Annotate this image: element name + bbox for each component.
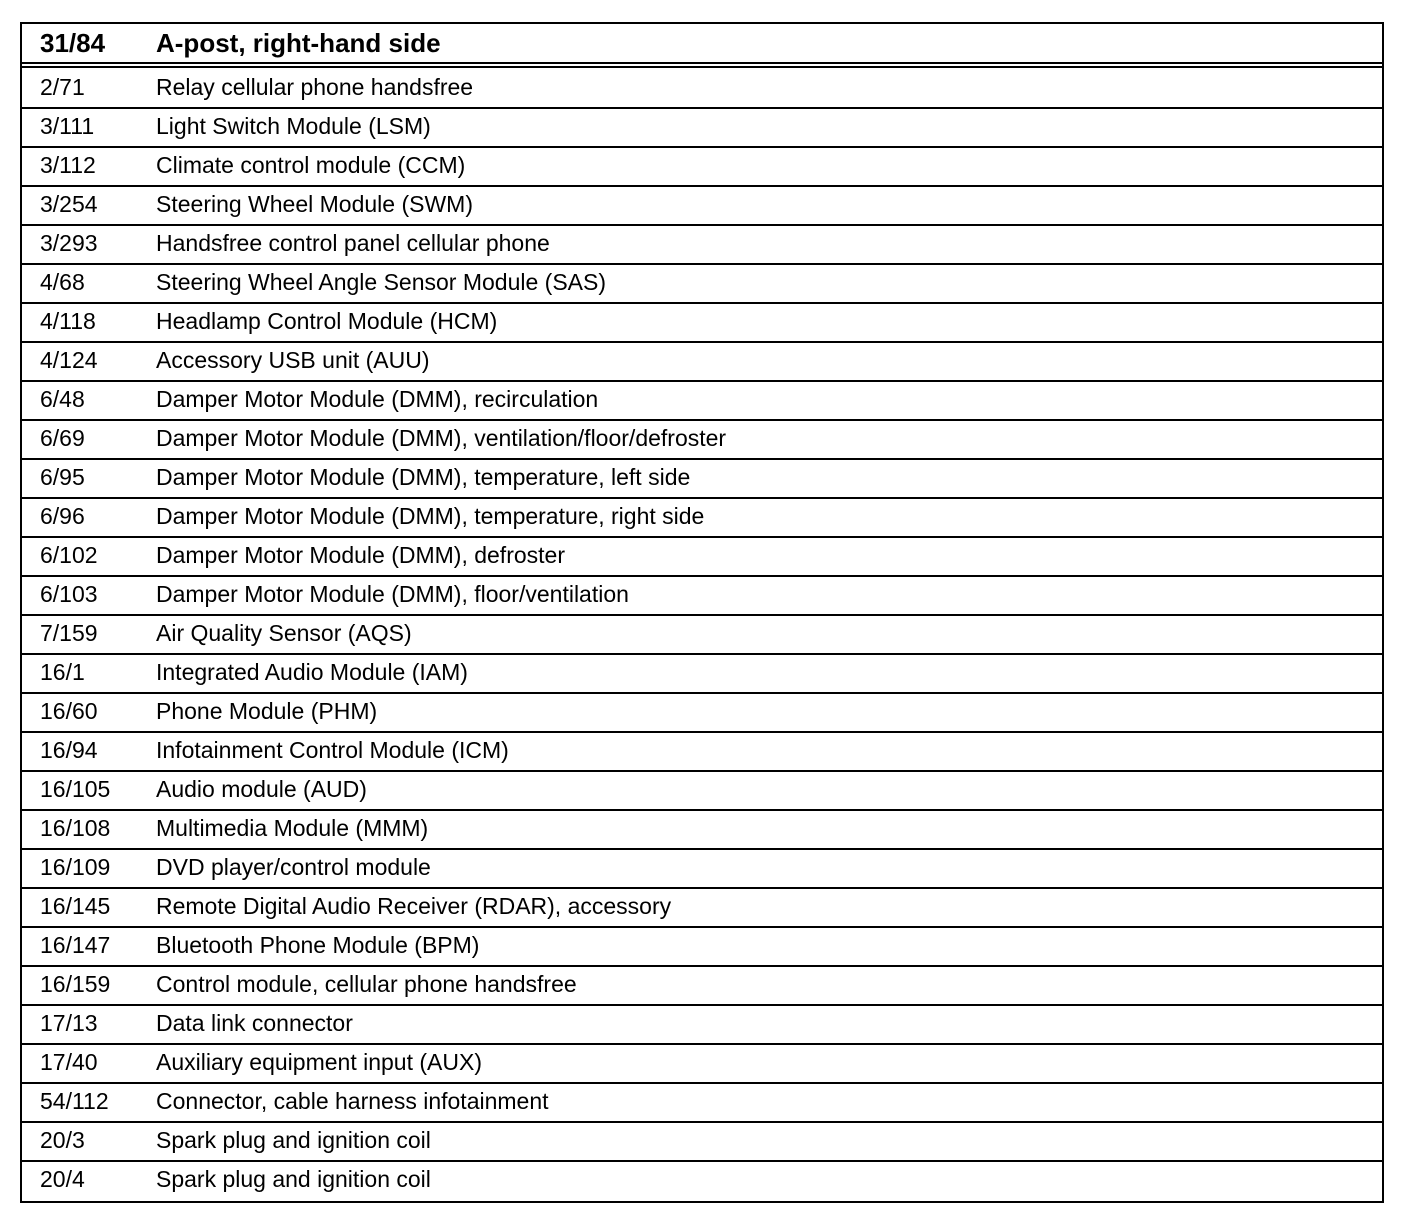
table-row bbox=[22, 226, 1382, 265]
row-code: 6/48 bbox=[40, 386, 85, 412]
row-description: Multimedia Module (MMM) bbox=[156, 815, 429, 841]
row-description: DVD player/control module bbox=[156, 854, 431, 880]
row-description: Handsfree control panel cellular phone bbox=[156, 230, 550, 256]
header-code: 31/84 bbox=[40, 27, 106, 58]
table-row bbox=[22, 772, 1382, 811]
row-description: Damper Motor Module (DMM), floor/ventilation bbox=[156, 581, 629, 607]
table-row bbox=[22, 616, 1382, 655]
table-row bbox=[22, 343, 1382, 382]
table-header bbox=[22, 24, 1382, 64]
row-code: 6/96 bbox=[40, 503, 85, 529]
row-description: Light Switch Module (LSM) bbox=[156, 113, 431, 139]
row-description: Damper Motor Module (DMM), temperature, right side bbox=[156, 503, 705, 529]
table-row bbox=[22, 538, 1382, 577]
table-row bbox=[22, 1084, 1382, 1123]
table-row bbox=[22, 304, 1382, 343]
row-description: Connector, cable harness infotainment bbox=[156, 1088, 549, 1114]
row-code: 6/69 bbox=[40, 425, 85, 451]
row-description: Damper Motor Module (DMM), ventilation/floor/defroster bbox=[156, 425, 727, 451]
table-row bbox=[22, 577, 1382, 616]
row-description: Phone Module (PHM) bbox=[156, 698, 378, 724]
table-row bbox=[22, 1045, 1382, 1084]
row-code: 16/105 bbox=[40, 776, 111, 802]
table-row bbox=[22, 1006, 1382, 1045]
row-description: Spark plug and ignition coil bbox=[156, 1127, 431, 1153]
row-description: Spark plug and ignition coil bbox=[156, 1166, 431, 1192]
row-code: 2/71 bbox=[40, 74, 85, 100]
table-row bbox=[22, 928, 1382, 967]
table-row bbox=[22, 460, 1382, 499]
row-code: 3/254 bbox=[40, 191, 98, 217]
row-description: Accessory USB unit (AUU) bbox=[156, 347, 430, 373]
table-row bbox=[22, 811, 1382, 850]
header-title: A-post, right-hand side bbox=[156, 27, 441, 58]
row-code: 16/108 bbox=[40, 815, 111, 841]
table-row bbox=[22, 382, 1382, 421]
row-code: 17/13 bbox=[40, 1010, 98, 1036]
row-code: 16/145 bbox=[40, 893, 111, 919]
row-code: 16/60 bbox=[40, 698, 98, 724]
row-description: Damper Motor Module (DMM), recirculation bbox=[156, 386, 599, 412]
row-code: 16/147 bbox=[40, 932, 111, 958]
table-row bbox=[22, 967, 1382, 1006]
row-description: Damper Motor Module (DMM), temperature, left side bbox=[156, 464, 691, 490]
row-code: 6/102 bbox=[40, 542, 98, 568]
row-description: Air Quality Sensor (AQS) bbox=[156, 620, 412, 646]
table-row bbox=[22, 733, 1382, 772]
row-description: Infotainment Control Module (ICM) bbox=[156, 737, 509, 763]
table-row bbox=[22, 148, 1382, 187]
row-code: 4/124 bbox=[40, 347, 98, 373]
row-code: 3/111 bbox=[40, 113, 95, 139]
row-description: Relay cellular phone handsfree bbox=[156, 74, 474, 100]
row-description: Integrated Audio Module (IAM) bbox=[156, 659, 468, 685]
row-description: Auxiliary equipment input (AUX) bbox=[156, 1049, 482, 1075]
row-description: Steering Wheel Module (SWM) bbox=[156, 191, 473, 217]
row-code: 7/159 bbox=[40, 620, 98, 646]
row-code: 20/3 bbox=[40, 1127, 85, 1153]
table-row bbox=[22, 421, 1382, 460]
row-description: Damper Motor Module (DMM), defroster bbox=[156, 542, 565, 568]
row-code: 54/112 bbox=[40, 1088, 109, 1114]
row-description: Headlamp Control Module (HCM) bbox=[156, 308, 498, 334]
row-code: 6/95 bbox=[40, 464, 85, 490]
row-code: 17/40 bbox=[40, 1049, 98, 1075]
table-row bbox=[22, 655, 1382, 694]
row-description: Climate control module (CCM) bbox=[156, 152, 466, 178]
row-description: Data link connector bbox=[156, 1010, 353, 1036]
table-body bbox=[22, 70, 1382, 1201]
row-description: Steering Wheel Angle Sensor Module (SAS) bbox=[156, 269, 607, 295]
table-row bbox=[22, 499, 1382, 538]
row-code: 3/112 bbox=[40, 152, 96, 178]
table-row bbox=[22, 109, 1382, 148]
row-description: Audio module (AUD) bbox=[156, 776, 367, 802]
table-row bbox=[22, 1162, 1382, 1201]
table-row bbox=[22, 70, 1382, 109]
row-description: Remote Digital Audio Receiver (RDAR), accessory bbox=[156, 893, 672, 919]
row-code: 6/103 bbox=[40, 581, 98, 607]
table-row bbox=[22, 265, 1382, 304]
row-code: 16/109 bbox=[40, 854, 111, 880]
row-code: 4/68 bbox=[40, 269, 85, 295]
row-code: 3/293 bbox=[40, 230, 98, 256]
row-code: 16/1 bbox=[40, 659, 85, 685]
component-table bbox=[20, 22, 1384, 1203]
row-description: Bluetooth Phone Module (BPM) bbox=[156, 932, 480, 958]
row-code: 20/4 bbox=[40, 1166, 85, 1192]
row-code: 4/118 bbox=[40, 308, 96, 334]
row-code: 16/159 bbox=[40, 971, 111, 997]
table-row bbox=[22, 187, 1382, 226]
row-description: Control module, cellular phone handsfree bbox=[156, 971, 577, 997]
table-row bbox=[22, 1123, 1382, 1162]
table-row bbox=[22, 850, 1382, 889]
table-row bbox=[22, 889, 1382, 928]
table-row bbox=[22, 694, 1382, 733]
row-code: 16/94 bbox=[40, 737, 98, 763]
